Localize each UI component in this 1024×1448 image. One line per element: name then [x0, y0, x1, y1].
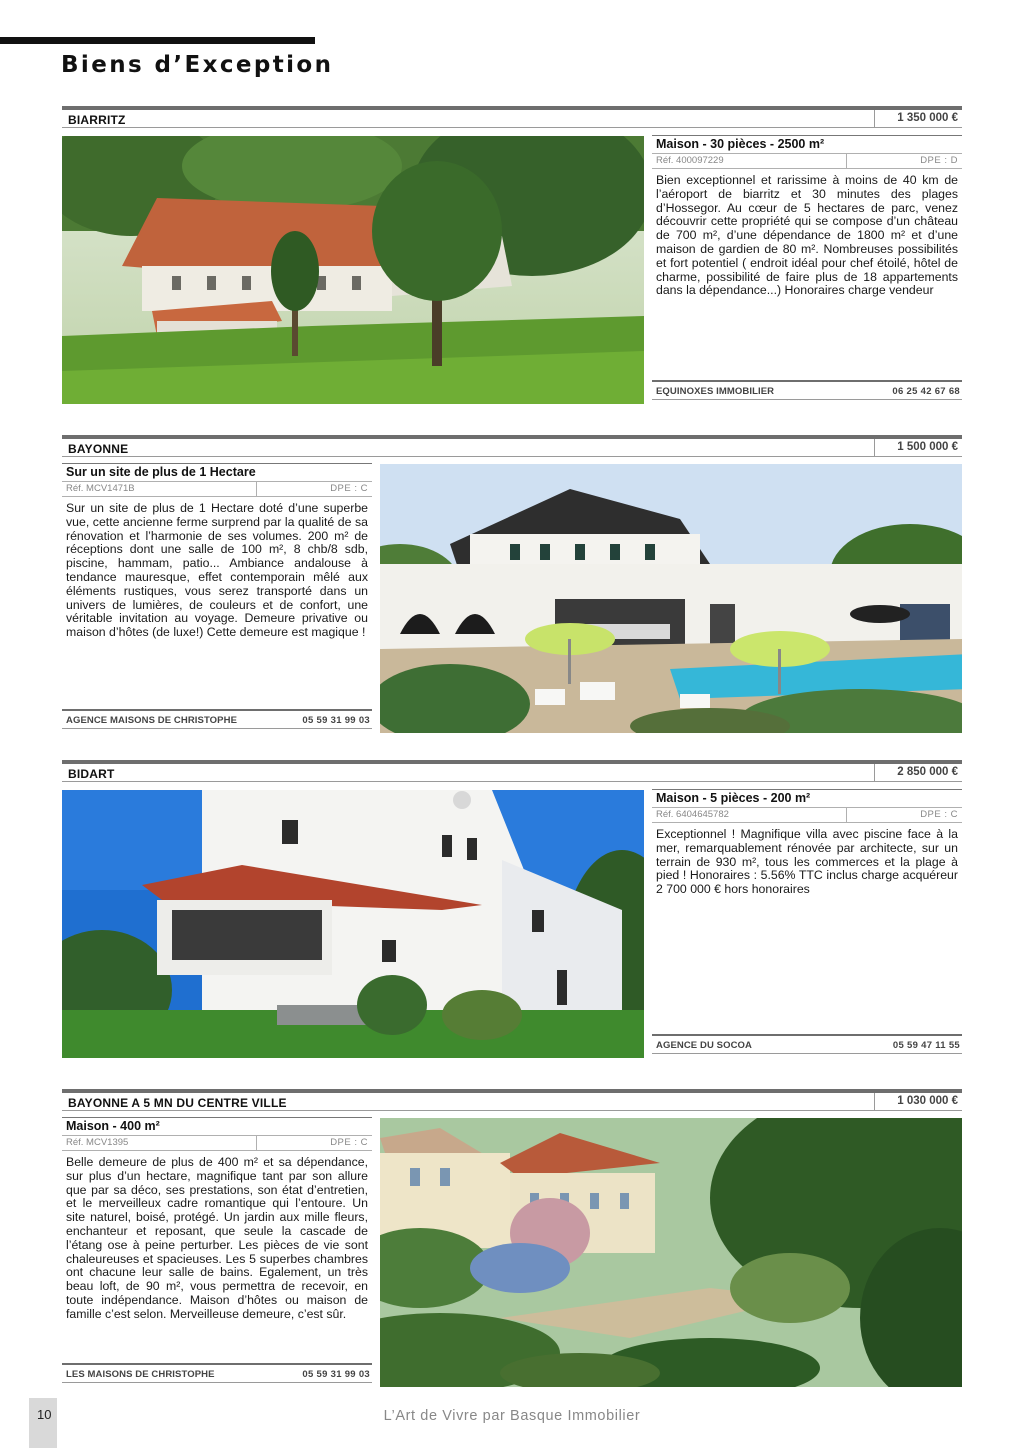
agency-phone: 05 59 31 99 03: [302, 1369, 370, 1380]
listing-price: 1 350 000 €: [874, 110, 962, 127]
listing-bayonne-centre: [62, 1089, 962, 1387]
listing-info: [652, 789, 962, 897]
meta-divider: [846, 154, 847, 168]
listing-header: [62, 106, 962, 128]
energy-rating: DPE : C: [920, 809, 958, 820]
property-photo: [62, 136, 644, 404]
listing-footer: [652, 380, 962, 400]
agency-name: LES MAISONS DE CHRISTOPHE: [66, 1369, 215, 1380]
listing-title: Maison - 400 m²: [62, 1117, 372, 1136]
listing-title: Sur un site de plus de 1 Hectare: [62, 463, 372, 482]
energy-rating: DPE : C: [330, 483, 368, 494]
property-photo: [380, 1118, 962, 1387]
listing-biarritz: [62, 106, 962, 404]
listing-footer: [652, 1034, 962, 1054]
listing-header: [62, 435, 962, 457]
listing-title: Maison - 5 pièces - 200 m²: [652, 789, 962, 808]
listing-bayonne: [62, 435, 962, 733]
meta-divider: [846, 808, 847, 822]
listing-meta: [652, 154, 962, 169]
top-accent-bar: [0, 37, 315, 44]
energy-rating: DPE : D: [920, 155, 958, 166]
property-photo: [62, 790, 644, 1058]
agency-name: EQUINOXES IMMOBILIER: [656, 386, 775, 397]
listing-info: [62, 463, 372, 640]
listing-info: [62, 1117, 372, 1322]
energy-rating: DPE : C: [330, 1137, 368, 1148]
agency-phone: 06 25 42 67 68: [892, 386, 960, 397]
page-title: Biens d’Exception: [61, 52, 334, 78]
listing-description: Belle demeure de plus de 400 m² et sa dépendance, sur plus d’un hectare, magnifique tant par son allure que par sa déco, ses prestations, son état d’entretien, et le merveilleux cadre romantique qui l’entoure. Un site naturel, boisé, protégé. Un jardin aux mille fleurs, enchanteur et reposant, que seule la cascade de l’étang ose à peine perturber. Les pièces de vie sont chaleureuses et spacieuses. Les 5 superbes chambres ont chacune leur salle de bains. Egalement, un très beau loft, de 90 m², vous permettra de recevoir, en toute indépendance. Maison d’hôtes ou maison de famille c’est selon. Merveilleuse demeure, c’est sûr.: [66, 1155, 368, 1321]
meta-divider: [256, 482, 257, 496]
listing-city: BIARRITZ: [68, 113, 126, 127]
listing-city: BAYONNE: [68, 442, 129, 456]
listing-header: [62, 760, 962, 782]
reference-number: Réf. 6404645782: [656, 809, 729, 820]
listing-description: Bien exceptionnel et rarissime à moins de 40 km de l’aéroport de biarritz et 30 minutes des plages d’Hossegor. Au cœur de 5 hectares de parc, venez découvrir cette propriété qui se compose d’un château de 700 m², d’une dépendance de 1800 m² et d’une maison de gardien de 80 m². Nombreuses possibilités et fort potentiel ( endroit idéal pour chef étoilé, hôtel de charme, possibilité de faire plus de 18 appartements dans la dépendance...) Honoraires charge vendeur: [656, 173, 958, 298]
reference-number: Réf. 400097229: [656, 155, 724, 166]
agency-phone: 05 59 47 11 55: [892, 1040, 960, 1051]
listing-footer: [62, 1363, 372, 1383]
reference-number: Réf. MCV1471B: [66, 483, 135, 494]
listing-info: [652, 135, 962, 298]
listing-bidart: [62, 760, 962, 1058]
listing-footer: [62, 709, 372, 729]
agency-name: AGENCE MAISONS DE CHRISTOPHE: [66, 715, 238, 726]
listing-title: Maison - 30 pièces - 2500 m²: [652, 135, 962, 154]
page-number: 10: [29, 1398, 57, 1448]
listing-city: BIDART: [68, 767, 115, 781]
agency-phone: 05 59 31 99 03: [302, 715, 370, 726]
listing-price: 2 850 000 €: [874, 764, 962, 781]
listing-description: Exceptionnel ! Magnifique villa avec piscine face à la mer, remarquablement rénovée par architecte, sur un terrain de 930 m², tous les commerces et la plage à pied ! Honoraires : 5.56% TTC inclus charge acquéreur 2 700 000 € hors honoraires: [656, 827, 958, 897]
footer-tagline: L’Art de Vivre par Basque Immobilier: [383, 1408, 641, 1424]
listing-meta: [652, 808, 962, 823]
listing-meta: [62, 482, 372, 497]
meta-divider: [256, 1136, 257, 1150]
listing-header: [62, 1089, 962, 1111]
property-photo: [380, 464, 962, 733]
agency-name: AGENCE DU SOCOA: [656, 1040, 752, 1051]
reference-number: Réf. MCV1395: [66, 1137, 129, 1148]
listing-description: Sur un site de plus de 1 Hectare doté d’une superbe vue, cette ancienne ferme surprend par la qualité de sa rénovation et l’harmonie de ses volumes. 200 m² de réceptions dont une salle de 100 m², 8 chb/8 sdb, piscine, hammam, patio... Ambiance andalouse à tendance mauresque, effet contemporain mêlé aux éléments rustiques, vous serez transporté dans un univers de lumières, de couleurs et de confort, une véritable invitation au voyage. Demeure privative ou maison d’hôtes (de luxe!) Cette demeure est magique !: [66, 501, 368, 640]
listing-price: 1 500 000 €: [874, 439, 962, 456]
listing-meta: [62, 1136, 372, 1151]
listing-price: 1 030 000 €: [874, 1093, 962, 1110]
listing-city: BAYONNE A 5 MN DU CENTRE VILLE: [68, 1096, 287, 1110]
